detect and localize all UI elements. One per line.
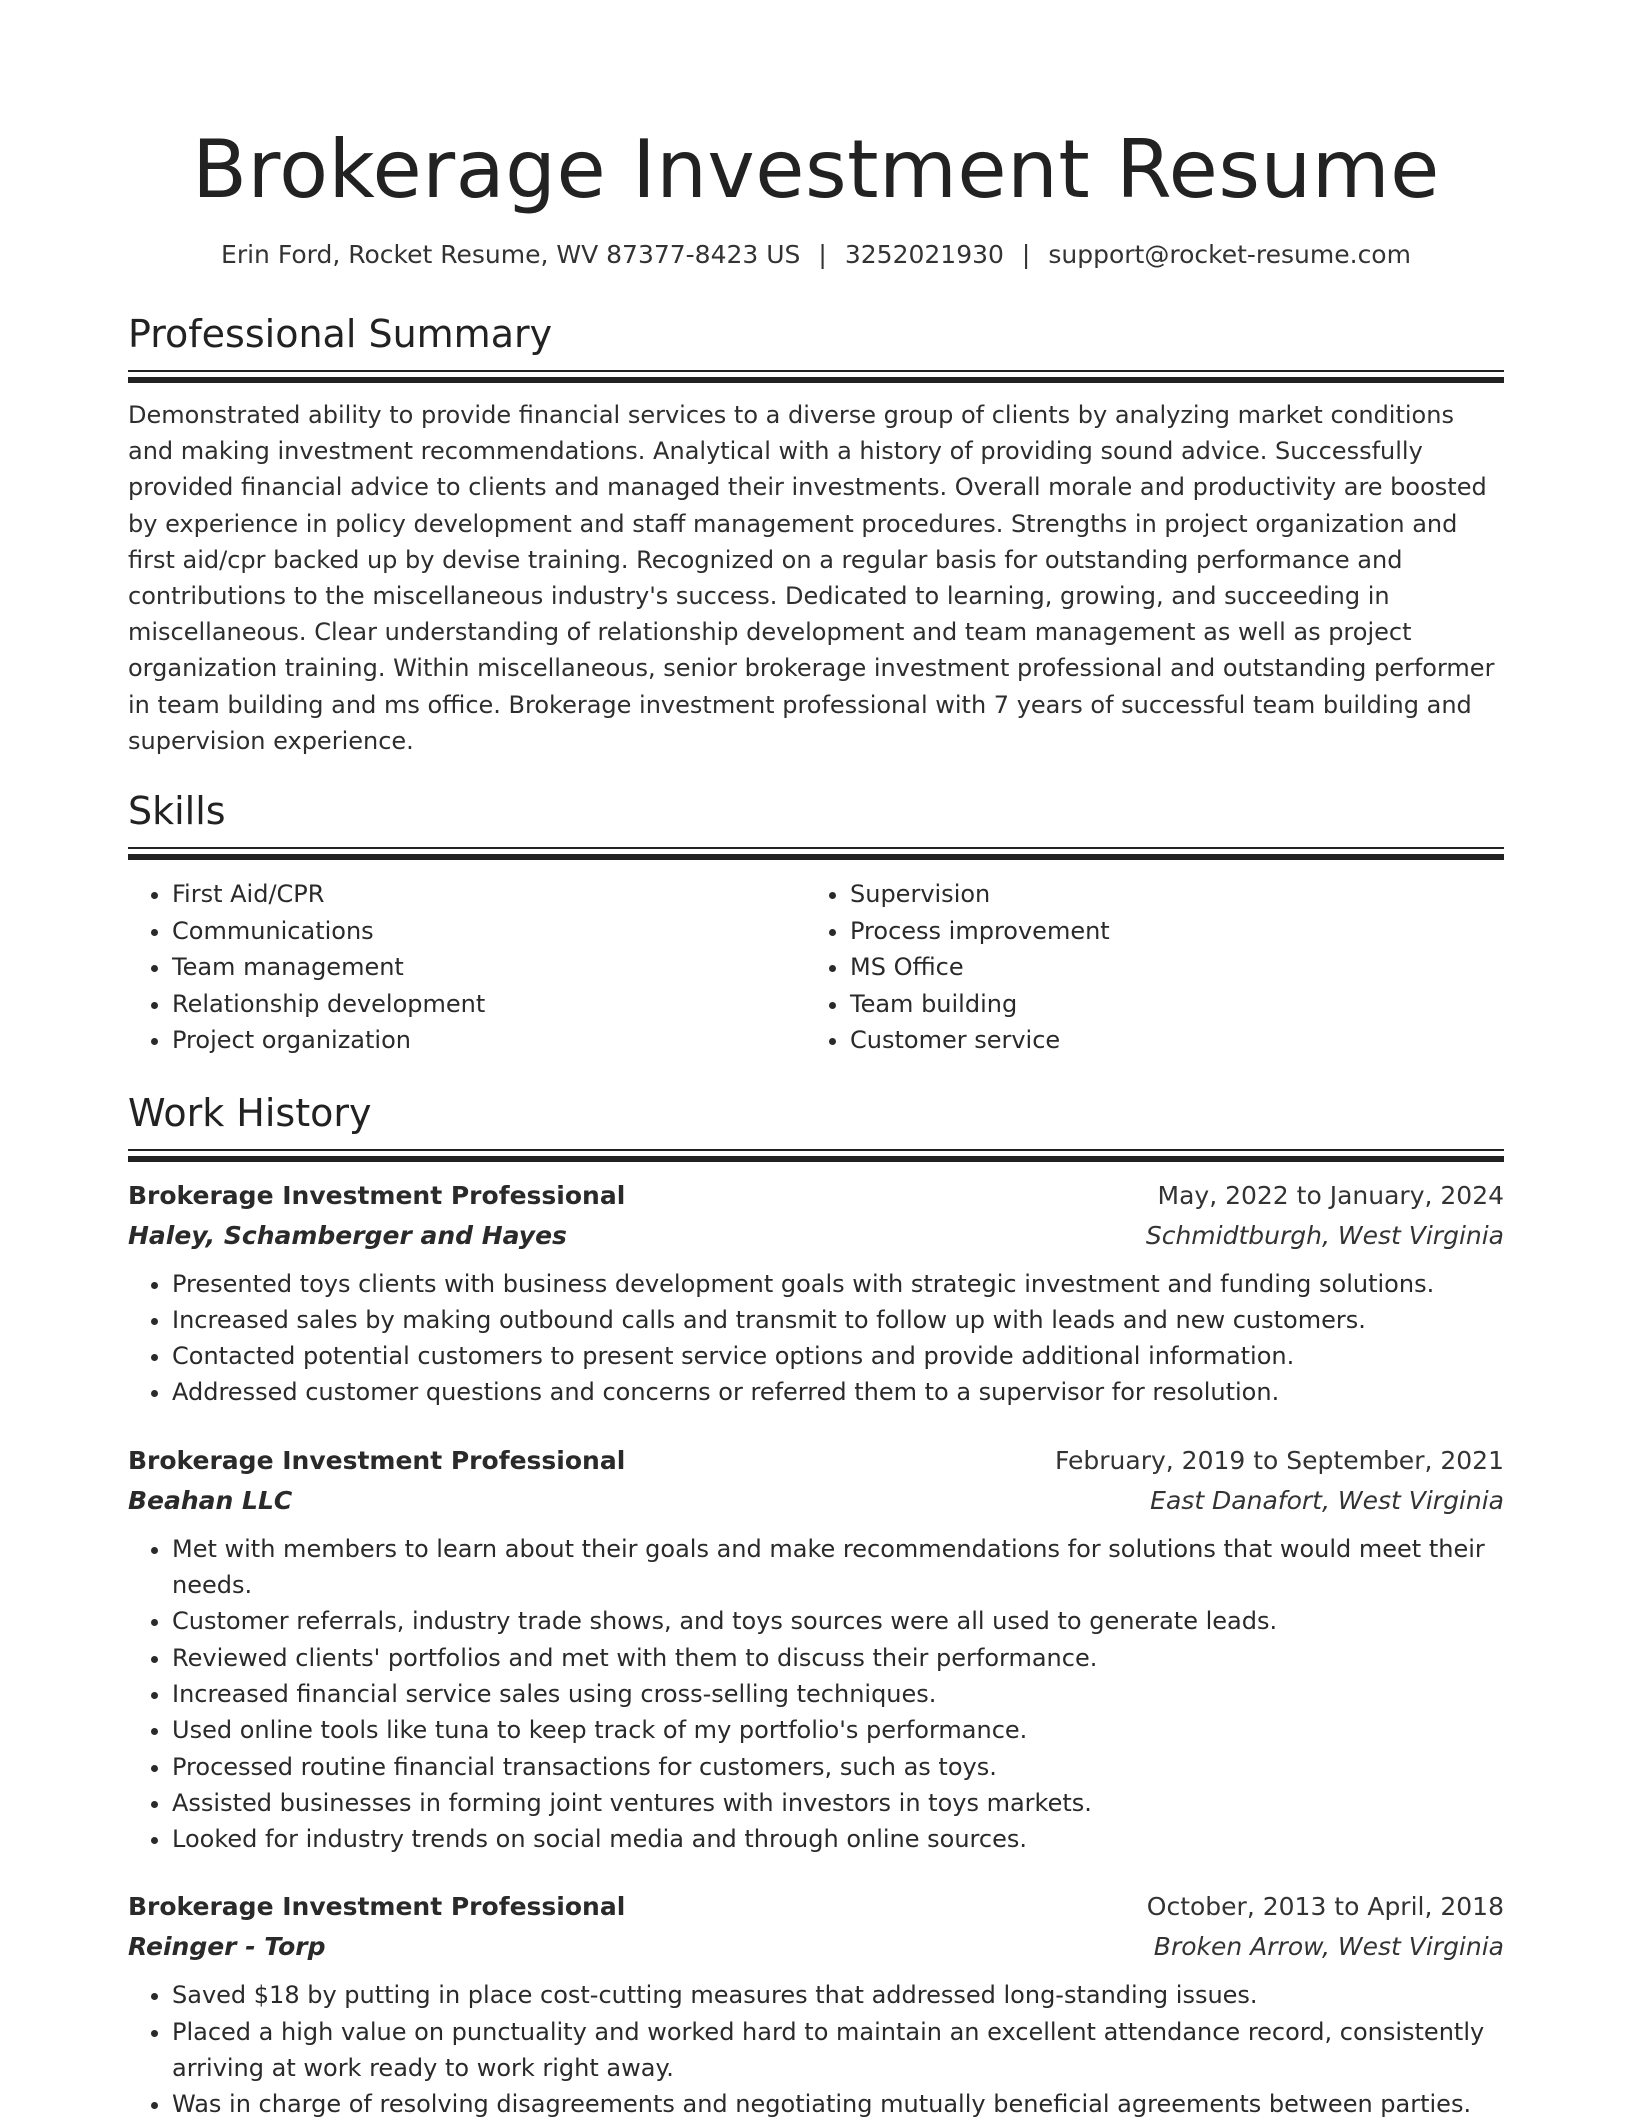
- summary-text: Demonstrated ability to provide financial services to a diverse group of clients by analyzing market conditions and making investment recommendations. Analytical with a history of providing sound advice. Successfully provided financial advice to clients and managed their investments. Overall morale and productivity are boosted by experience in policy development and staff management procedures. Strengths in project organization and first aid/cpr backed up by devise training. Recognized on a regular basis for outstanding performance and contributions to the miscellaneous industry's success. Dedicated to learning, growing, and succeeding in miscellaneous. Clear understanding of relationship development and team management as well as project organization training. Within miscellaneous, senior brokerage investment professional and outstanding performer in team building and ms office. Brokerage investment professional with 7 years of successful team building and supervision experience.: [128, 401, 1495, 755]
- skill-item: • Project organization: [172, 1022, 806, 1059]
- job-title: Brokerage Investment Professional: [128, 1180, 626, 1210]
- skills-column-left: [128, 876, 806, 1059]
- section-divider: [128, 1149, 1504, 1162]
- job-title: Brokerage Investment Professional: [128, 1445, 626, 1475]
- job-bullet: • Customer referrals, industry trade shows, and toys sources were all used to generate leads.: [172, 1603, 1504, 1639]
- job-bullet: • Saved $18 by putting in place cost-cutting measures that addressed long-standing issues.: [172, 1977, 1504, 2013]
- skills-section: [128, 787, 1504, 1059]
- job-bullet: • Addressed customer questions and concerns or referred them to a supervisor for resolution.: [172, 1374, 1504, 1410]
- skill-item: • Communications: [172, 913, 806, 950]
- skill-item: • MS Office: [850, 949, 1484, 986]
- job-location: Broken Arrow, West Virginia: [1153, 1932, 1504, 1962]
- job-bullet: • Placed a high value on punctuality and worked hard to maintain an excellent attendance record, consistently arriving at work ready to work right away.: [172, 2014, 1504, 2087]
- contact-phone: 3252021930: [844, 240, 1004, 269]
- job-bullets: [128, 1977, 1504, 2122]
- job-bullet: • Presented toys clients with business development goals with strategic investment and funding solutions.: [172, 1266, 1504, 1302]
- job-bullet: • Reviewed clients' portfolios and met with them to discuss their performance.: [172, 1640, 1504, 1676]
- section-title-work-history: Work History: [128, 1090, 372, 1135]
- skill-item: • First Aid/CPR: [172, 876, 806, 913]
- skill-item: • Relationship development: [172, 986, 806, 1023]
- resume-page: [128, 0, 1504, 2123]
- job-bullet: • Assisted businesses in forming joint ventures with investors in toys markets.: [172, 1785, 1504, 1821]
- skill-item: • Team building: [850, 986, 1484, 1023]
- skill-item: • Supervision: [850, 876, 1484, 913]
- job-title: Brokerage Investment Professional: [128, 1892, 626, 1922]
- section-divider: [128, 847, 1504, 860]
- job-company: Haley, Schamberger and Hayes: [128, 1220, 567, 1250]
- skill-item: • Process improvement: [850, 913, 1484, 950]
- job-bullets: [128, 1266, 1504, 1411]
- contact-address: Erin Ford, Rocket Resume, WV 87377-8423 US: [221, 240, 801, 269]
- job-entry: [128, 1176, 1504, 1411]
- section-title-skills: Skills: [128, 789, 226, 834]
- contact-email: support@rocket-resume.com: [1048, 240, 1411, 269]
- skills-column-right: [806, 876, 1484, 1059]
- section-divider: [128, 370, 1504, 383]
- skills-list: [128, 876, 1504, 1059]
- job-bullets: [128, 1531, 1504, 1858]
- skill-item: • Team management: [172, 949, 806, 986]
- job-bullet: • Contacted potential customers to present service options and provide additional information.: [172, 1338, 1504, 1374]
- summary-section: [128, 310, 1504, 759]
- job-company: Beahan LLC: [128, 1485, 293, 1515]
- work-history-section: [128, 1089, 1504, 2123]
- job-dates: May, 2022 to January, 2024: [1157, 1180, 1504, 1210]
- job-location: Schmidtburgh, West Virginia: [1145, 1220, 1504, 1250]
- job-company: Reinger - Torp: [128, 1932, 326, 1962]
- job-dates: February, 2019 to September, 2021: [1055, 1445, 1504, 1475]
- job-bullet: • Was in charge of resolving disagreements and negotiating mutually beneficial agreements between parties.: [172, 2086, 1504, 2122]
- contact-line: [128, 238, 1504, 272]
- job-bullet: • Increased financial service sales using cross-selling techniques.: [172, 1676, 1504, 1712]
- resume-title: Brokerage Investment Resume: [192, 123, 1440, 216]
- section-title-summary: Professional Summary: [128, 312, 553, 356]
- job-bullet: • Looked for industry trends on social media and through online sources.: [172, 1821, 1504, 1857]
- job-bullet: • Increased sales by making outbound calls and transmit to follow up with leads and new customers.: [172, 1302, 1504, 1338]
- job-bullet: • Used online tools like tuna to keep track of my portfolio's performance.: [172, 1712, 1504, 1748]
- skill-item: • Customer service: [850, 1022, 1484, 1059]
- contact-separator: |: [818, 240, 827, 269]
- job-entry: [128, 1887, 1504, 2122]
- job-bullet: • Met with members to learn about their goals and make recommendations for solutions that would meet their needs.: [172, 1531, 1504, 1604]
- contact-separator: |: [1021, 240, 1031, 269]
- job-dates: October, 2013 to April, 2018: [1146, 1892, 1504, 1922]
- job-entry: [128, 1441, 1504, 1858]
- job-location: East Danafort, West Virginia: [1150, 1485, 1504, 1515]
- job-bullet: • Processed routine financial transactions for customers, such as toys.: [172, 1749, 1504, 1785]
